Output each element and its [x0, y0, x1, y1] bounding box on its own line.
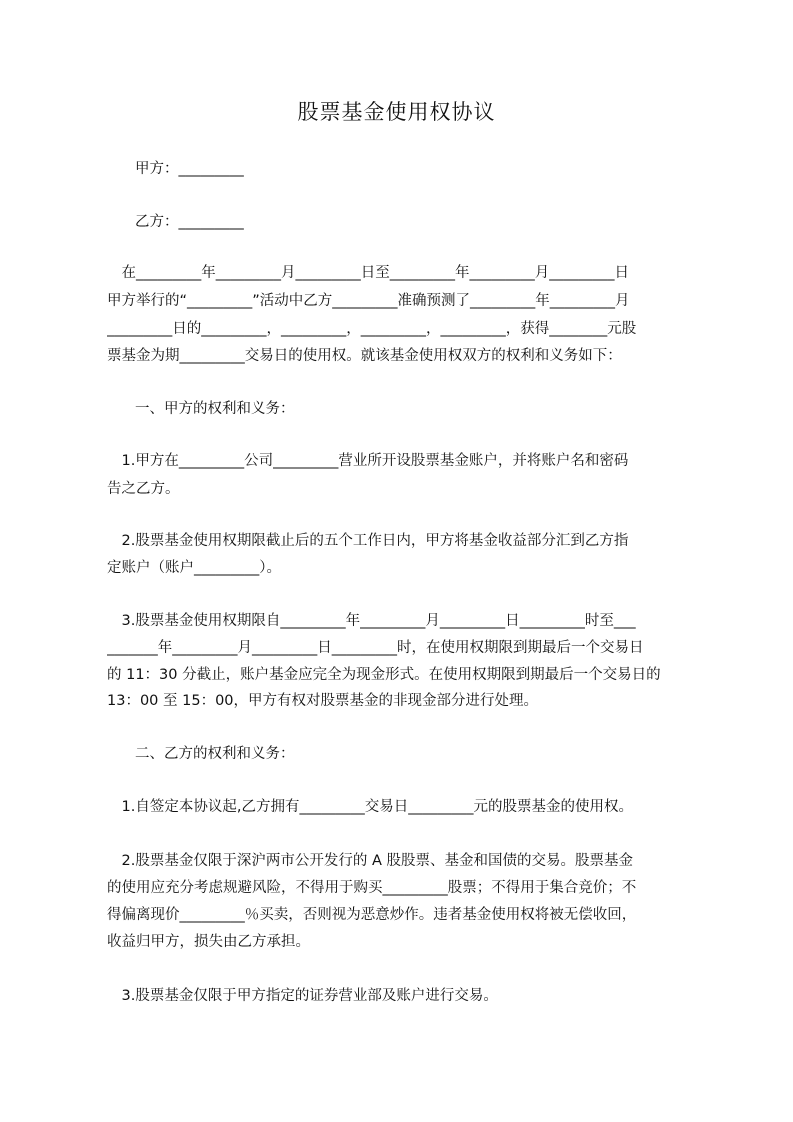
b2-line-1: 2.股票基金仅限于深沪两市公开发行的 A 股股票、基金和国债的交易。股票基金: [107, 853, 633, 869]
intro-line-4: 票基金为期_________交易日的使用权。就该基金使用权双方的权利和义务如下：: [107, 348, 622, 364]
a3-line-3: 的 11：30 分截止，账户基金应完全为现金形式。在使用权期限到期最后一个交易日的: [107, 667, 661, 683]
intro-line-1: 在_________年_________月_________日至_________年_________月_________日: [107, 265, 629, 281]
intro-line-3: _________日的_________，_________，_________，_________，获得________元股: [107, 321, 637, 337]
party-b-line: 乙方：_________: [135, 214, 244, 230]
a3-line-1: 3.股票基金使用权期限自_________年_________月_________日_________时至___: [107, 613, 636, 629]
a2-line-1: 2.股票基金使用权期限截止后的五个工作日内，甲方将基金收益部分汇到乙方指: [107, 533, 629, 549]
b1-line: 1.自签定本协议起,乙方拥有_________交易日_________元的股票基金的使用权。: [107, 799, 633, 815]
document-title: 股票基金使用权协议: [297, 100, 496, 124]
section-a-heading: 一、甲方的权利和义务：: [135, 401, 295, 417]
b2-line-2: 的使用应充分考虑规避风险，不得用于购买_________股票；不得用于集合竞价；不: [107, 880, 637, 896]
a3-line-2: _______年_________月_________日_________时，在使用权期限到期最后一个交易日: [107, 640, 644, 656]
a2-line-2: 定账户（账户_________）。: [107, 560, 281, 576]
intro-line-2: 甲方举行的“_________”活动中乙方_________准确预测了_________年_________月: [107, 293, 630, 309]
b2-line-4: 收益归甲方，损失由乙方承担。: [107, 934, 310, 950]
b2-line-3: 得偏离现价_________％买卖，否则视为恶意炒作。违者基金使用权将被无偿收回，: [107, 907, 637, 923]
a1-line-1: 1.甲方在_________公司_________营业所开设股票基金账户，并将账户名和密码: [107, 453, 629, 469]
a1-line-2: 告之乙方。: [107, 481, 180, 497]
a3-line-4: 13：00 至 15：00，甲方有权对股票基金的非现金部分进行处理。: [107, 693, 539, 709]
party-a-line: 甲方：_________: [135, 161, 244, 177]
b3-line: 3.股票基金仅限于甲方指定的证券营业部及账户进行交易。: [107, 988, 498, 1004]
section-b-heading: 二、乙方的权利和义务：: [135, 746, 295, 762]
